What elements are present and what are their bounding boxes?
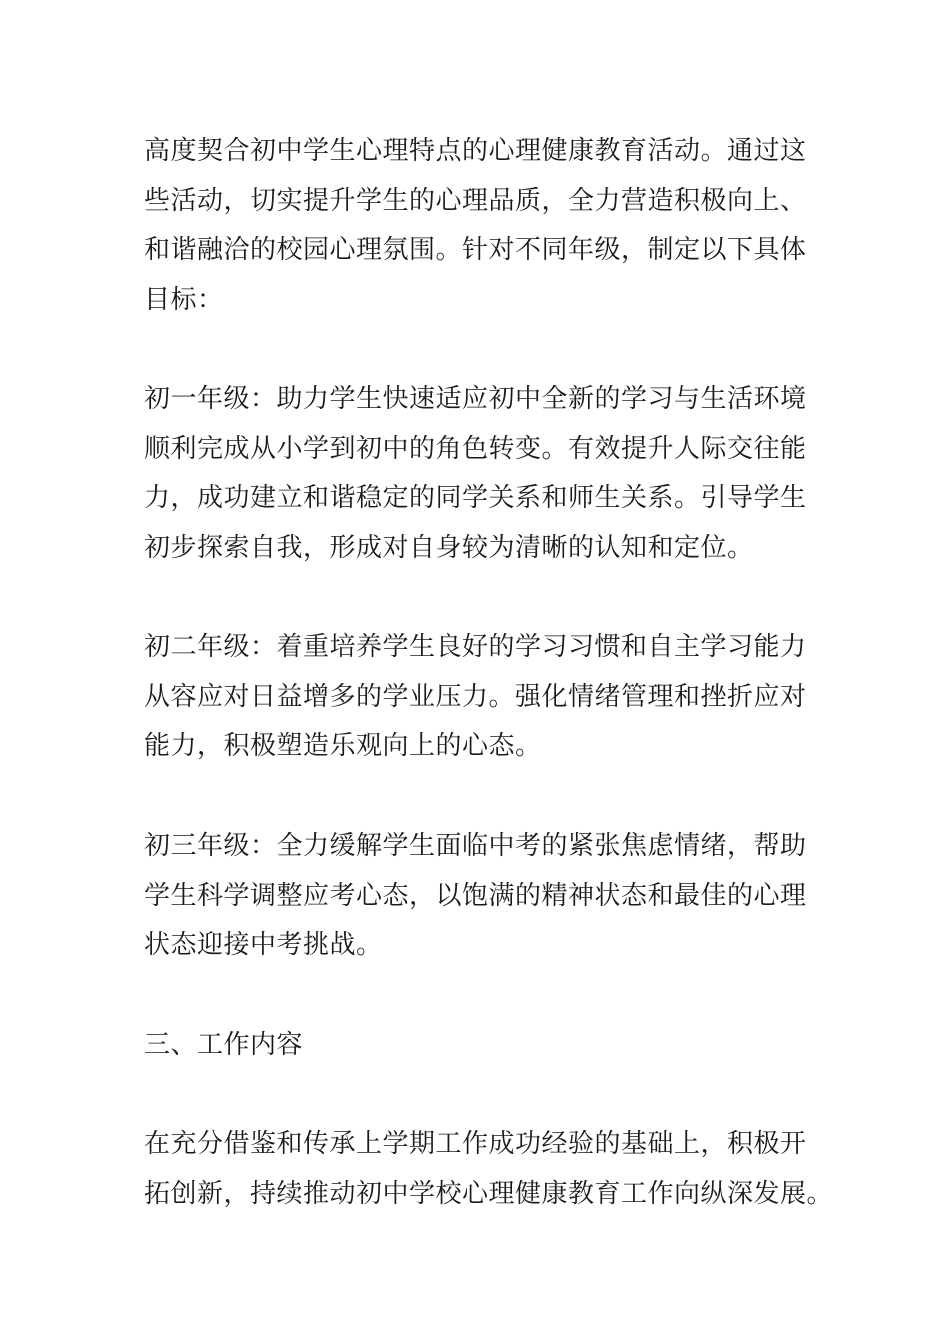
goals-intro-paragraph	[144, 127, 814, 325]
section-heading-text: 三、工作内容	[144, 1030, 304, 1060]
text-line: 学生科学调整应考心态，以饱满的精神状态和最佳的心理	[144, 880, 807, 911]
text-line: 目标：	[144, 284, 224, 315]
text-line: 初三年级：全力缓解学生面临中考的紧张焦虑情绪，帮助	[144, 831, 807, 861]
text-line: 能力，积极塑造乐观向上的心态。	[144, 731, 542, 762]
text-line: 在充分借鉴和传承上学期工作成功经验的基础上，积极开	[144, 1129, 807, 1159]
text-line: 顺利完成从小学到初中的角色转变。有效提升人际交往能	[144, 433, 807, 464]
grade-seven-goal-paragraph	[144, 375, 814, 573]
section-heading	[144, 1021, 814, 1071]
grade-eight-goal-paragraph	[144, 623, 814, 772]
text-line: 初步探索自我，形成对自身较为清晰的认知和定位。	[144, 532, 754, 563]
text-line: 和谐融洽的校园心理氛围。针对不同年级，制定以下具体	[144, 235, 807, 266]
text-line: 初二年级：着重培养学生良好的学习习惯和自主学习能力	[144, 632, 807, 662]
text-line: 从容应对日益增多的学业压力。强化情绪管理和挫折应对	[144, 681, 807, 712]
grade-nine-goal-paragraph	[144, 822, 814, 971]
text-line: 状态迎接中考挑战。	[144, 930, 383, 961]
text-line: 力，成功建立和谐稳定的同学关系和师生关系。引导学生	[144, 483, 807, 514]
text-line: 初一年级：助力学生快速适应初中全新的学习与生活环境	[144, 384, 807, 414]
text-line: 高度契合初中学生心理特点的心理健康教育活动。通过这	[144, 136, 807, 166]
text-line: 拓创新，持续推动初中学校心理健康教育工作向纵深发展。	[144, 1178, 834, 1209]
work-content-paragraph	[144, 1120, 834, 1219]
text-line: 些活动，切实提升学生的心理品质，全力营造积极向上、	[144, 185, 807, 216]
